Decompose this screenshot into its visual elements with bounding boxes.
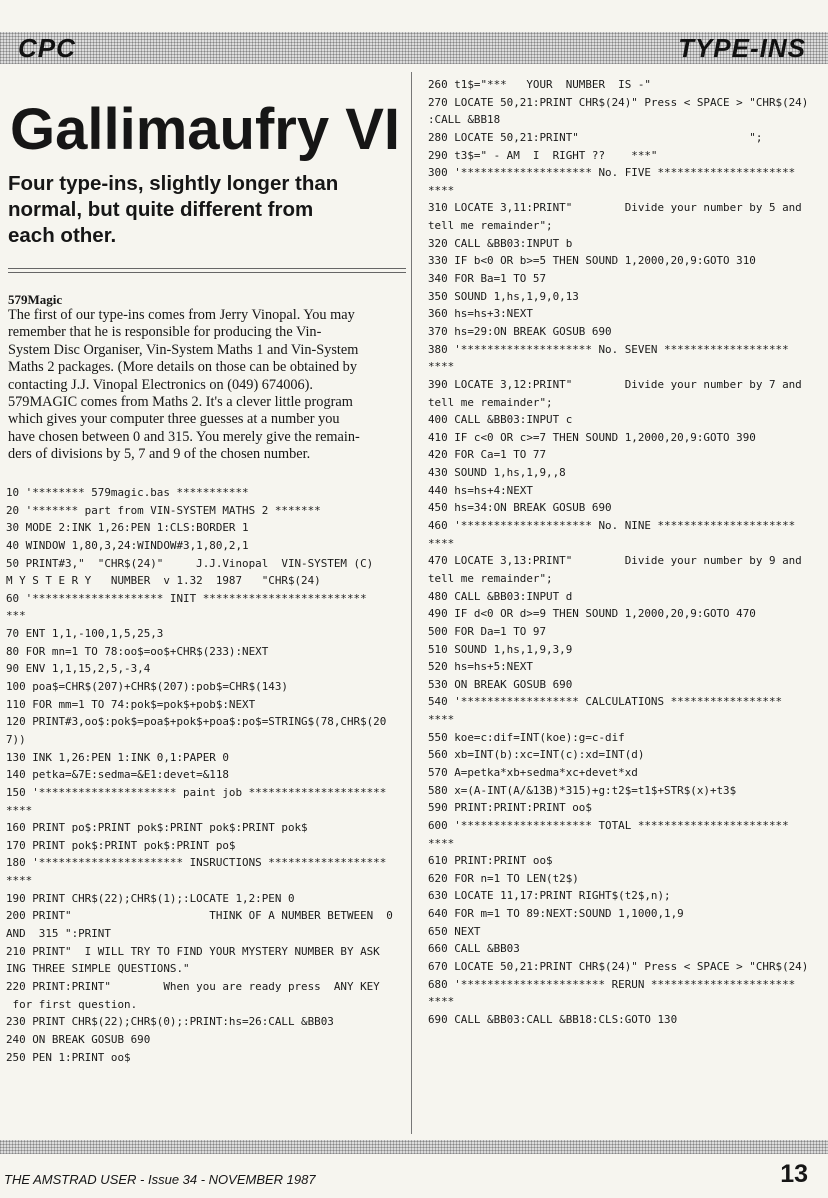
code-line: 260 t1$="*** YOUR NUMBER IS -" bbox=[428, 78, 651, 91]
code-line: 330 IF b<0 OR b>=5 THEN SOUND 1,2000,20,9:GOTO 310 bbox=[428, 254, 756, 268]
code-line: 50 PRINT#3," "CHR$(24)" J.J.Vinopal VIN-SYSTEM (C) bbox=[6, 556, 374, 570]
code-line: 630 LOCATE 11,17:PRINT RIGHT$(t2$,n); bbox=[428, 889, 671, 903]
code-line: *** bbox=[6, 609, 26, 623]
code-line: 430 SOUND 1,hs,1,9,,8 bbox=[428, 466, 566, 480]
code-line: 10 '******** 579magic.bas *********** bbox=[6, 486, 249, 499]
code-line: 200 PRINT" THINK OF A NUMBER BETWEEN 0 bbox=[6, 909, 393, 923]
code-line: 250 PEN 1:PRINT oo$ bbox=[6, 1050, 131, 1064]
code-line: 530 ON BREAK GOSUB 690 bbox=[428, 677, 573, 691]
code-line: 620 FOR n=1 TO LEN(t2$) bbox=[428, 871, 579, 885]
code-listing-right bbox=[428, 76, 826, 1029]
code-line: 490 IF d<0 OR d>=9 THEN SOUND 1,2000,20,9:GOTO 470 bbox=[428, 607, 756, 621]
article-title: Gallimaufry VI bbox=[10, 97, 401, 162]
column-divider bbox=[411, 72, 412, 1134]
code-line: 560 xb=INT(b):xc=INT(c):xd=INT(d) bbox=[428, 748, 645, 762]
code-line: 320 CALL &BB03:INPUT b bbox=[428, 236, 573, 250]
code-line: 600 '******************** TOTAL *********************** bbox=[428, 818, 789, 832]
code-line: 450 hs=34:ON BREAK GOSUB 690 bbox=[428, 501, 612, 515]
code-line: 280 LOCATE 50,21:PRINT" "; bbox=[428, 130, 763, 144]
code-line: 290 t3$=" - AM I RIGHT ?? ***" bbox=[428, 148, 658, 162]
code-line: tell me remainder"; bbox=[428, 219, 553, 233]
code-line: 160 PRINT po$:PRINT pok$:PRINT pok$:PRINT pok$ bbox=[6, 821, 308, 835]
footer-band bbox=[0, 1140, 828, 1154]
code-line: 140 petka=&7E:sedma=&E1:devet=&118 bbox=[6, 768, 229, 782]
code-line: 360 hs=hs+3:NEXT bbox=[428, 307, 533, 321]
code-line: 30 MODE 2:INK 1,26:PEN 1:CLS:BORDER 1 bbox=[6, 521, 249, 535]
standfirst-text: Four type-ins, slightly longer than normal, but quite different from each other. bbox=[8, 172, 339, 247]
code-line: 500 FOR Da=1 TO 97 bbox=[428, 624, 547, 638]
code-line: 7)) bbox=[6, 732, 26, 746]
code-line: **** bbox=[428, 836, 455, 850]
code-line: **** bbox=[6, 874, 33, 888]
code-line: **** bbox=[428, 713, 455, 727]
code-line: 80 FOR mn=1 TO 78:oo$=oo$+CHR$(233):NEXT bbox=[6, 644, 269, 658]
article-subheading: 579Magic bbox=[8, 292, 63, 307]
code-line: 340 FOR Ba=1 TO 57 bbox=[428, 272, 547, 286]
code-line: 380 '******************** No. SEVEN ******************* bbox=[428, 342, 789, 356]
code-line: :CALL &BB18 bbox=[428, 113, 501, 127]
article-body: The first of our type-ins comes from Jerry Vinopal. You may remember that he is responsible for producing the Vin- System Disc Organiser, Vin-System Maths 1 and Vin-System Maths 2 packages. (More details on those can be obtained by contacting J.J. Vinopal Electronics on (049) 674006). 579MAGIC comes from Maths 2. It's a clever little program which gives your computer three guesses at a number you have chosen between 0 and 315. You merely give the remain- ders of divisions by 5, 7 and 9 of the chosen number. bbox=[8, 307, 360, 463]
divider-rule bbox=[8, 272, 406, 273]
code-line: 550 koe=c:dif=INT(koe):g=c-dif bbox=[428, 730, 625, 744]
code-line: 70 ENT 1,1,-100,1,5,25,3 bbox=[6, 627, 164, 641]
code-line: **** bbox=[428, 183, 455, 197]
article-standfirst bbox=[8, 171, 403, 249]
code-line: 40 WINDOW 1,80,3,24:WINDOW#3,1,80,2,1 bbox=[6, 538, 249, 552]
code-line: 680 '********************** RERUN ********************** bbox=[428, 977, 796, 991]
code-line: 570 A=petka*xb+sedma*xc+devet*xd bbox=[428, 765, 638, 779]
code-line: 190 PRINT CHR$(22);CHR$(1);:LOCATE 1,2:PEN 0 bbox=[6, 891, 295, 905]
code-line: tell me remainder"; bbox=[428, 571, 553, 585]
code-line: **** bbox=[6, 803, 33, 817]
code-line: 60 '******************** INIT ************************* bbox=[6, 591, 367, 605]
divider-rule bbox=[8, 268, 406, 269]
code-line: 270 LOCATE 50,21:PRINT CHR$(24)" Press < SPACE > "CHR$(24) bbox=[428, 95, 809, 109]
code-line: 150 '********************* paint job ********************* bbox=[6, 785, 387, 799]
code-line: 470 LOCATE 3,13:PRINT" Divide your number by 9 and bbox=[428, 554, 802, 568]
code-line: 540 '****************** CALCULATIONS ***************** bbox=[428, 695, 783, 709]
code-line: 640 FOR m=1 TO 89:NEXT:SOUND 1,1000,1,9 bbox=[428, 907, 684, 921]
code-line: 350 SOUND 1,hs,1,9,0,13 bbox=[428, 289, 579, 303]
code-line: 300 '******************** No. FIVE ********************* bbox=[428, 166, 796, 180]
code-line: AND 315 ":PRINT bbox=[6, 927, 111, 941]
code-line: 480 CALL &BB03:INPUT d bbox=[428, 589, 573, 603]
code-line: 230 PRINT CHR$(22);CHR$(0);:PRINT:hs=26:CALL &BB03 bbox=[6, 1015, 334, 1029]
section-label-cpc: CPC bbox=[12, 32, 86, 64]
code-line: ING THREE SIMPLE QUESTIONS." bbox=[6, 962, 190, 976]
code-line: M Y S T E R Y NUMBER v 1.32 1987 "CHR$(24) bbox=[6, 574, 321, 588]
code-line: **** bbox=[428, 360, 455, 374]
code-listing-left bbox=[6, 484, 406, 1066]
code-line: 510 SOUND 1,hs,1,9,3,9 bbox=[428, 642, 573, 656]
code-line: 440 hs=hs+4:NEXT bbox=[428, 483, 533, 497]
code-line: 610 PRINT:PRINT oo$ bbox=[428, 854, 553, 868]
code-line: 460 '******************** No. NINE ********************* bbox=[428, 519, 796, 533]
code-line: 650 NEXT bbox=[428, 924, 481, 938]
section-label-type-ins: TYPE-INS bbox=[668, 32, 814, 64]
code-line: 90 ENV 1,1,15,2,5,-3,4 bbox=[6, 662, 151, 676]
code-line: 170 PRINT pok$:PRINT pok$:PRINT po$ bbox=[6, 838, 236, 852]
code-line: 690 CALL &BB03:CALL &BB18:CLS:GOTO 130 bbox=[428, 1012, 678, 1026]
code-line: 520 hs=hs+5:NEXT bbox=[428, 660, 533, 674]
code-line: 110 FOR mm=1 TO 74:pok$=pok$+pob$:NEXT bbox=[6, 697, 256, 711]
code-line: 420 FOR Ca=1 TO 77 bbox=[428, 448, 547, 462]
code-line: for first question. bbox=[6, 997, 138, 1011]
code-line: 670 LOCATE 50,21:PRINT CHR$(24)" Press < SPACE > "CHR$(24) bbox=[428, 960, 809, 974]
code-line: 130 INK 1,26:PEN 1:INK 0,1:PAPER 0 bbox=[6, 750, 229, 764]
code-line: 390 LOCATE 3,12:PRINT" Divide your number by 7 and bbox=[428, 377, 802, 391]
code-line: tell me remainder"; bbox=[428, 395, 553, 409]
code-line: 240 ON BREAK GOSUB 690 bbox=[6, 1032, 151, 1046]
code-line: 370 hs=29:ON BREAK GOSUB 690 bbox=[428, 324, 612, 338]
code-line: 660 CALL &BB03 bbox=[428, 942, 520, 956]
code-line: 120 PRINT#3,oo$:pok$=poa$+pok$+poa$:po$=STRING$(78,CHR$(20 bbox=[6, 715, 387, 729]
code-line: 100 poa$=CHR$(207)+CHR$(207):pob$=CHR$(143) bbox=[6, 680, 288, 694]
code-line: 210 PRINT" I WILL TRY TO FIND YOUR MYSTERY NUMBER BY ASK bbox=[6, 944, 380, 958]
code-line: 180 '********************** INSRUCTIONS ****************** bbox=[6, 856, 387, 870]
code-line: 20 '******* part from VIN-SYSTEM MATHS 2 ******* bbox=[6, 503, 321, 517]
footer-credit: THE AMSTRAD USER - Issue 34 - NOVEMBER 1987 bbox=[4, 1172, 316, 1187]
code-line: 590 PRINT:PRINT:PRINT oo$ bbox=[428, 801, 592, 815]
code-line: 580 x=(A-INT(A/&13B)*315)+g:t2$=t1$+STR$(x)+t3$ bbox=[428, 783, 737, 797]
code-line: 220 PRINT:PRINT" When you are ready press ANY KEY bbox=[6, 979, 380, 993]
code-line: **** bbox=[428, 536, 455, 550]
code-line: 310 LOCATE 3,11:PRINT" Divide your number by 5 and bbox=[428, 201, 802, 215]
code-line: 410 IF c<0 OR c>=7 THEN SOUND 1,2000,20,9:GOTO 390 bbox=[428, 430, 756, 444]
code-line: 400 CALL &BB03:INPUT c bbox=[428, 413, 573, 427]
code-line: **** bbox=[428, 995, 455, 1009]
page-number: 13 bbox=[780, 1160, 808, 1188]
